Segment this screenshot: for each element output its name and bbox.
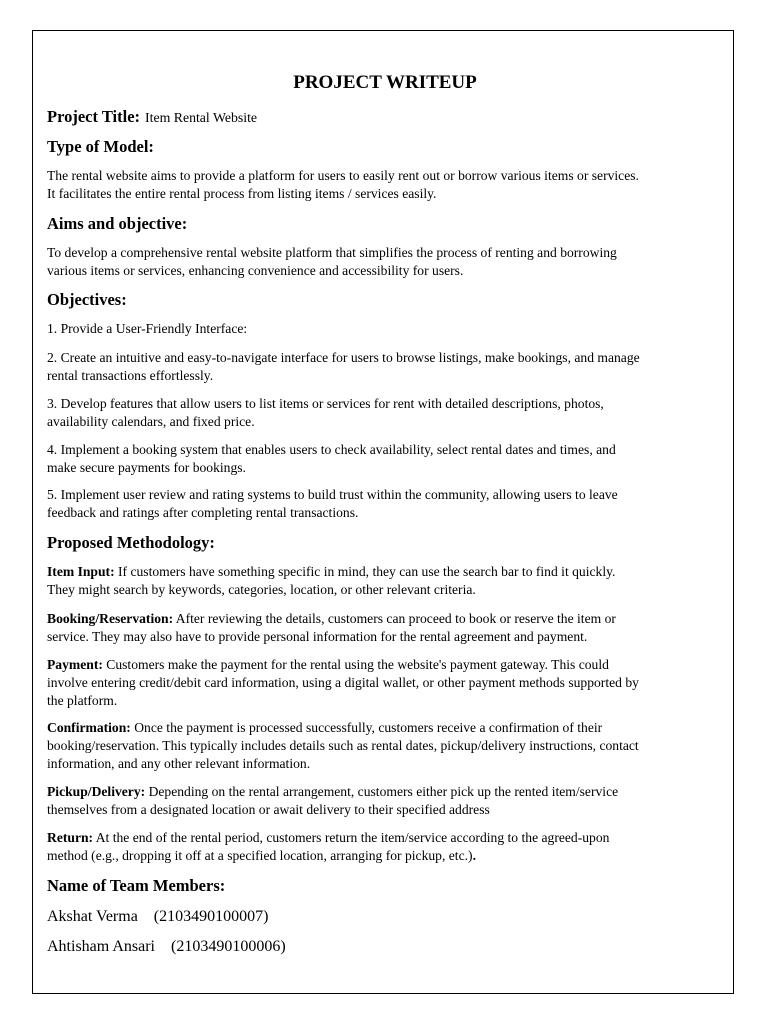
confirmation-line-2: booking/reservation. This typically includes details such as rental dates, pickup/delivery instructions, contact: [47, 738, 639, 753]
objective-item-4-line-2: make secure payments for bookings.: [47, 460, 246, 475]
team-member-1: [47, 907, 723, 927]
document-title: PROJECT WRITEUP: [293, 72, 477, 93]
aims-line-2: various items or services, enhancing convenience and accessibility for users.: [47, 263, 464, 278]
booking-label: Booking/Reservation:: [47, 611, 174, 626]
objective-item-3-line-2: availability calendars, and fixed price.: [47, 414, 255, 429]
return-line-1: [47, 829, 723, 847]
item-input-line-2: They might search by keywords, categories, location, or other relevant criteria.: [47, 582, 476, 597]
confirmation-label: Confirmation:: [47, 720, 131, 735]
team-member-id: (2103490100007): [153, 908, 269, 925]
item-input-label: Item Input:: [47, 564, 115, 579]
project-title-value: Item Rental Website: [145, 110, 258, 125]
type-of-model-line-2: It facilitates the entire rental process from listing items / services easily.: [47, 186, 437, 201]
confirmation-line-3: information, and any other relevant information.: [47, 756, 311, 771]
team-member-2: [47, 937, 723, 957]
pickup-label: Pickup/Delivery:: [47, 784, 146, 799]
team-member-name: Akshat Verma: [47, 908, 138, 925]
pickup-line-2: themselves from a designated location or await delivery to their specified address: [47, 802, 490, 817]
project-title-label: Project Title:: [47, 107, 141, 126]
objective-item-5-line-1: 5. Implement user review and rating systems to build trust within the community, allowing users to leave: [47, 487, 618, 502]
objective-item-1: 1. Provide a User-Friendly Interface:: [47, 321, 248, 336]
type-of-model-heading: Type of Model:: [47, 137, 154, 156]
confirmation-line-1: [47, 719, 723, 737]
return-label: Return:: [47, 830, 94, 845]
payment-label: Payment:: [47, 657, 103, 672]
team-heading: Name of Team Members:: [47, 876, 226, 895]
aims-line-1: To develop a comprehensive rental website platform that simplifies the process of renting and borrowing: [47, 245, 617, 260]
payment-line-3: the platform.: [47, 693, 118, 708]
return-text: At the end of the rental period, customers return the item/service according to the agreed-upon: [93, 830, 610, 845]
return-line-2: [47, 847, 723, 865]
methodology-heading: Proposed Methodology:: [47, 533, 215, 552]
payment-text: Customers make the payment for the rental using the website's payment gateway. This could: [102, 657, 609, 672]
objective-item-2-line-1: 2. Create an intuitive and easy-to-navigate interface for users to browse listings, make bookings, and manage: [47, 350, 640, 365]
objectives-heading: Objectives:: [47, 290, 127, 309]
type-of-model-line-1: The rental website aims to provide a platform for users to easily rent out or borrow various items or services.: [47, 168, 639, 183]
item-input-text: If customers have something specific in mind, they can use the search bar to find it quickly.: [114, 564, 616, 579]
item-input-line-1: [47, 563, 723, 581]
team-member-name: Ahtisham Ansari: [47, 938, 155, 955]
return-text-2: method (e.g., dropping it off at a specified location, arranging for pickup, etc.): [47, 848, 473, 863]
objective-item-5-line-2: feedback and ratings after completing rental transactions.: [47, 505, 359, 520]
pickup-line-1: [47, 783, 723, 801]
confirmation-text: Once the payment is processed successfully, customers receive a confirmation of their: [130, 720, 603, 735]
project-title-row: [47, 107, 723, 128]
objective-item-4-line-1: 4. Implement a booking system that enables users to check availability, select rental dates and times, and: [47, 442, 616, 457]
aims-heading: Aims and objective:: [47, 214, 188, 233]
team-member-id: (2103490100006): [171, 938, 286, 955]
objective-item-2-line-2: rental transactions effortlessly.: [47, 368, 214, 383]
booking-text: After reviewing the details, customers can proceed to book or reserve the item or: [173, 611, 616, 626]
booking-line-1: [47, 610, 723, 628]
pickup-text: Depending on the rental arrangement, customers either pick up the rented item/service: [145, 784, 619, 799]
return-end-period: .: [472, 848, 476, 863]
objective-item-3-line-1: 3. Develop features that allow users to list items or services for rent with detailed descriptions, photos,: [47, 396, 604, 411]
payment-line-1: [47, 656, 723, 674]
document-page: [32, 30, 734, 994]
booking-line-2: service. They may also have to provide personal information for the rental agreement and payment.: [47, 629, 588, 644]
payment-line-2: involve entering credit/debit card information, using a digital wallet, or other payment methods supported by: [47, 675, 639, 690]
